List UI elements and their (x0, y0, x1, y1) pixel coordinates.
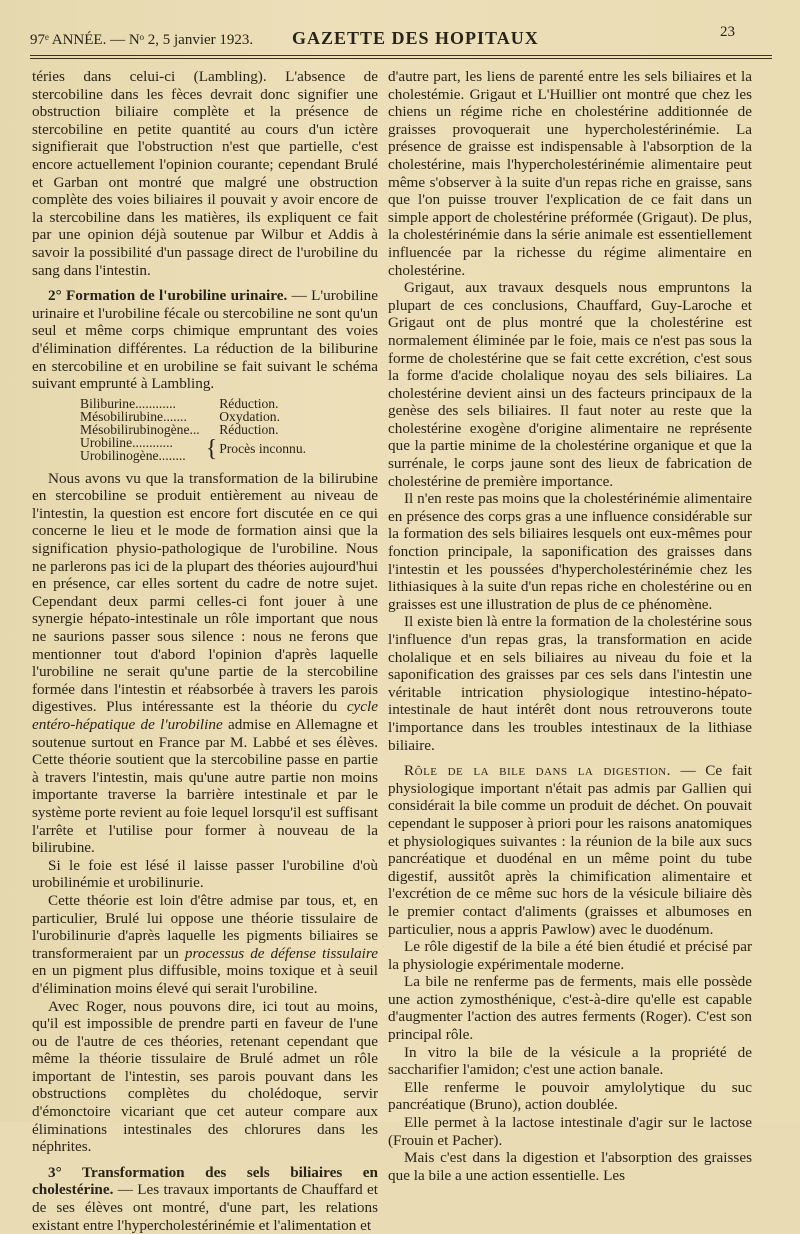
paragraph: In vitro la bile de la vésicule a la propriété de saccharifier l'amidon; c'est une action banale. (388, 1043, 752, 1079)
page-header (30, 26, 775, 56)
paragraph: Grigaut, aux travaux desquels nous empruntons la plupart de ces conclusions, Chauffard, Guy-Laroche et Grigaut ont de plus montré que la cholestérine est normalement éliminée par le foie, mais ce n'est pas sous la forme de cholestérine que se fait cette excrétion, c'est sous la forme d'acide cholalique noyau des sels biliaires. La cholestérine devient ainsi un des facteurs principaux de la genèse des sels biliaires. Il faut noter au reste que la cholestérine exogène d'origine alimentaire ne représente que la partie minime de la cholestérine organique et que la surrénale, le corps jaune sont des lieux de fabrication de cholestérine de première importance. (388, 279, 752, 490)
paragraph: Cette théorie est loin d'être admise par tous, et, en particulier, Brulé lui oppose une théorie tissulaire de l'urobilinurie d'après laquelle les pigments biliaires se transformeraient par un processus de défense tissulaire en un pigment plus diffusible, moins toxique et à seuil d'élimination moins élevé qui serait l'urobiline. (32, 891, 378, 997)
header-rule-top (30, 55, 772, 56)
paragraph: Il n'en reste pas moins que la cholestérinémie alimentaire en présence des corps gras a une influence considérable sur la formation des sels biliaires lesquels ont eux-mêmes pour fonction principale, la saponification des graisses dans l'intestin et les poussées d'hypercholestérinémie chez les lithiasiques à la suite d'un repas riche en cholestérine ou en graisses est une illustration de plus de ce phénomène. (388, 490, 752, 613)
paragraph: Nous avons vu que la transformation de la bilirubine en stercobiline se produit entièrement au niveau de l'intestin, la question est encore fort discutée en ce qui concerne le lieu et le mode de formation ainsi que la signification physio-pathologique de l'urobiline. Nous ne parlerons pas ici de la plupart des théories aujourd'hui en présence, car elles sortent du cadre de notre sujet. Cependant deux parmi celles-ci font jouer à une synergie hépato-intestinale un rôle important que nous ne saurions passer sous silence : nous ne ferons que mentionner tout d'abord l'opinion d'après laquelle l'urobiline ne serait qu'une partie de la stercobiline formée dans l'intestin et réabsorbée à travers les parois digestives. Plus intéressante est la théorie du cycle entéro-hépatique de l'urobiline admise en Allemagne et soutenue surtout en France par M. Labbé et ses élèves. Cette théorie soutient que la stercobiline passe en partie à travers l'intestin, mais qu'une autre partie non moins importante traverse la barrière intestinale et par le système porte revient au foie lequel lorsqu'il est suffisant l'arrête et l'utilise pour former à nouveau de la bilirubine. (32, 469, 378, 857)
paragraph: Elle permet à la lactose intestinale d'agir sur le lactose (Frouin et Pacher). (388, 1114, 752, 1149)
section-heading: 2° Formation de l'urobiline urinaire. (48, 287, 288, 305)
paragraph: Rôle de la bile dans la digestion. — Ce fait physiologique important n'était pas admis par Gallien qui considérait la bile comme un produit de déchet. On pouvait cependant le supposer à priori pour les raisons anatomiques et physiologiques suivantes : la réunion de la bile aux sucs pancréatique et duodénal en un même point du tube digestif, aussitôt après la chimification alimentaire et l'excrétion de ce même suc hors de la vésicule biliaire dès le premier contact d'aliments (graisses et albumoses en particulier, nous a appris Pawlow) avec le duodénum. (388, 762, 752, 938)
paragraph: Mais c'est dans la digestion et l'absorption des graisses que la bile a une action essentielle. Les (388, 1149, 752, 1184)
paragraph: Elle renferme le pouvoir amylolytique du suc pancréatique (Bruno), action doublée. (388, 1078, 752, 1114)
paragraph: 3° Transformation des sels biliaires en cholestérine. — Les travaux importants de Chauffard et de ses élèves ont montré, d'une part, les relations existant entre l'hypercholestérinémie et l'alimentation et (32, 1163, 378, 1234)
journal-title: GAZETTE DES HOPITAUX (292, 28, 539, 48)
page-number: 23 (720, 24, 735, 40)
paragraph: téries dans celui-ci (Lambling). L'absence de stercobiline dans les fèces devrait donc signifier une obstruction biliaire complète et la présence de stercobiline en petite quantité au cours d'un ictère signifierait que l'obstruction n'est que partielle, c'est encore actuellement l'opinion courante; cependant Brulé et Garban ont montré que malgré une obstruction complète des voies biliaires il pouvait y avoir encore de la stercobiline dans les matières, ils expliquent ce fait par une opinion déjà soutenue par Wilbur et Addis à savoir la possibilité d'un passage direct de l'urobiline du sang dans l'intestin. (32, 68, 378, 279)
schema-row: Urobiline............ { Procès inconnu. (80, 434, 307, 462)
paragraph: La bile ne renferme pas de ferments, mais elle possède une action zymosthénique, c'est-à-dire qu'elle est capable d'augmenter l'action des autres ferments (Roger). C'est son principal rôle. (388, 973, 752, 1044)
paragraph: 2° Formation de l'urobiline urinaire. — L'urobiline urinaire et l'urobiline fécale ou stercobiline ne sont qu'un seul et même corps chimique empruntant des voies d'élimination différentes. La réduction de la biliburine en stercobiline et en urobiline se fait suivant le schéma suivant emprunté à Lambling. (32, 287, 378, 393)
section-heading: 3° Transformation des sels biliaires en cholestérine. (32, 1163, 378, 1199)
right-column (388, 68, 752, 1184)
paragraph: Avec Roger, nous pouvons dire, ici tout au moins, qu'il est impossible de prendre parti en faveur de l'une ou de l'autre de ces théories, retenant cependant que même la théorie tissulaire de Brulé admet un rôle important de l'intestin, ses parois pouvant dans les obstructions complètes du cholédoque, servir d'émonctoire vicariant que cet auteur compare aux éliminations intestinales des chlorures dans les néphrites. (32, 997, 378, 1156)
italic-term: processus de défense tissulaire (184, 944, 378, 962)
schema-row: Mésobilirubine....... Oxydation. (80, 408, 281, 424)
section-heading: Rôle de la bile dans la digestion. (404, 762, 671, 780)
issue-info: 97ᵉ ANNÉE. — Nᵒ 2, 5 janvier 1923. (30, 32, 254, 48)
italic-term: cycle entéro-hépatique de l'urobiline (32, 698, 378, 733)
header-rule-bottom (30, 58, 772, 59)
paragraph: Le rôle digestif de la bile a été bien étudié et précisé par la physiologie expérimentale moderne. (388, 938, 752, 973)
left-column (32, 68, 378, 1234)
schema-row: Biliburine............ Réduction. (80, 395, 279, 411)
paragraph: Si le foie est lésé il laisse passer l'urobiline d'où urobilinémie et urobilinurie. (32, 856, 378, 892)
paragraph: Il existe bien là entre la formation de la cholestérine sous l'influence d'un repas gras, la transformation en acide cholalique et en sels biliaires au niveau du foie et la saponification des graisses par ces sels dans l'intestin une véritable intrication physiologique intestino-hépato-intestinale de haut intérêt dont nous retrouverons toute l'importance dans les troubles intestinaux de la lithiase biliaire. (388, 613, 752, 754)
schema-row: Mésobilirubinogène... Réduction. (80, 421, 279, 437)
paragraph: d'autre part, les liens de parenté entre les sels biliaires et la cholestémie. Grigaut et L'Huillier ont montré que chez les chiens un régime riche en cholestérine additionnée de graisses provoquerait une hypercholestérinémie. La présence de graisse est indispensable à l'absorption de la cholestérine, mais l'hypercholestérinémie alimentaire peut même s'observer à la suite d'un repas riche en graisse, sans que l'on puisse trouver l'explication de ce fait dans un simple apport de cholestérine préformée (Grigaut). De plus, la cholestérinémie dans la série animale est essentiellement influencée par la richesse du régime alimentaire en cholestérine. (388, 68, 752, 279)
schema-row: Urobilinogène........ (80, 447, 186, 463)
brace-glyph: { (205, 435, 218, 462)
reduction-schema (80, 397, 310, 462)
